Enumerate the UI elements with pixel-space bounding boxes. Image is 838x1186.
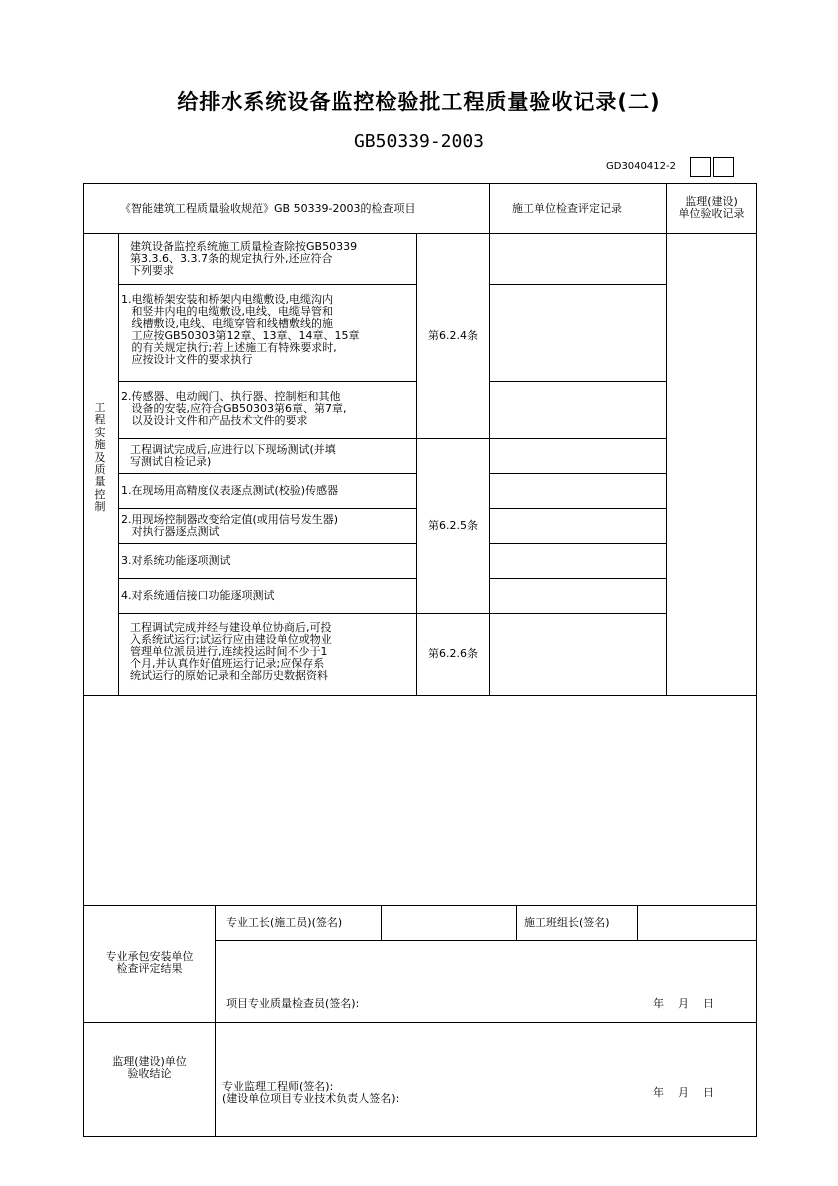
row-line: [118, 284, 416, 285]
row-line: [489, 543, 666, 544]
foreman-signature-label: 专业工长(施工员)(签名): [226, 916, 343, 929]
row-line: [489, 381, 666, 382]
clause-6-2-5: 第6.2.5条: [428, 519, 478, 532]
header-construction-record: 施工单位检查评定记录: [512, 202, 622, 215]
row-line: [489, 578, 666, 579]
col-line-signature: [381, 905, 382, 940]
header-inspection-items: 《智能建筑工程质量验收规范》GB 50339-2003的检查项目: [120, 202, 416, 215]
quality-inspector-signature-label: 项目专业质量检查员(签名):: [226, 997, 360, 1010]
contractor-bottom-line: [83, 1022, 757, 1023]
item-row-test-sensor: 1.在现场用高精度仪表逐点测试(校验)传感器: [121, 484, 339, 497]
item-row-test-intro: 工程调试完成后,应进行以下现场测试(并填 写测试自检记录): [130, 443, 336, 468]
row-line: [118, 473, 416, 474]
items-bottom-line: [83, 695, 757, 696]
item-row-intro: 建筑设备监控系统施工质量检查除按GB50339 第3.3.6、3.3.7条的规定执行外,还应符合 下列要求: [130, 240, 358, 277]
row-line: [489, 473, 666, 474]
item-row-test-interface: 4.对系统通信接口功能逐项测试: [121, 589, 275, 602]
clause-6-2-4: 第6.2.4条: [428, 329, 478, 342]
supervisor-conclusion-label: 监理(建设)单位 验收结论: [112, 1055, 187, 1080]
row-line: [118, 578, 416, 579]
supervisor-signature-label: 专业监理工程师(签名): (建设单位项目专业技术负责人签名):: [222, 1080, 400, 1105]
code-box-2[interactable]: [713, 157, 734, 177]
col-line-supervision: [666, 183, 667, 695]
table-border-top: [83, 183, 757, 184]
col-line-signature: [637, 905, 638, 940]
item-row-cable: 1.电缆桥架安装和桥架内电缆敷设,电缆沟内 和竖井内电的电缆敷设,电线、电缆导管和 线槽敷设,电线、电缆穿管和线槽敷线的施 工应按GB50303第12章、13章、14章、15章 的有关规定执行;若上述施工有特殊要求时, 应按设计文件的要求执行: [121, 293, 360, 366]
col-line-signature: [516, 905, 517, 940]
row-line: [118, 381, 416, 382]
col-line-signature: [215, 905, 216, 1136]
clause-6-2-6: 第6.2.6条: [428, 647, 478, 660]
row-line: [118, 543, 416, 544]
col-line-clause: [416, 233, 417, 695]
col-line-side-label: [118, 233, 119, 695]
row-line: [118, 508, 416, 509]
signature-row-line: [215, 940, 757, 941]
form-code: GD3040412-2: [606, 161, 676, 172]
item-row-trial-run: 工程调试完成并经与建设单位协商后,可投 入系统试运行;试运行应由建设单位或物业 管理单位派员进行,连续投运时间不少于1 个月,并认真作好值班运行记录;应保存系 统试运行的原始记录和全部历史数据资料: [130, 621, 332, 682]
item-row-test-function: 3.对系统功能逐项测试: [121, 554, 231, 567]
standard-number: GB50339-2003: [353, 131, 485, 152]
code-box-1[interactable]: [690, 157, 711, 177]
blank-area-bottom-line: [83, 905, 757, 906]
header-supervision-record: 监理(建设) 单位验收记录: [678, 195, 745, 220]
team-leader-signature-label: 施工班组长(签名): [524, 916, 610, 929]
row-line: [118, 613, 666, 614]
row-line: [118, 438, 666, 439]
contractor-date: 年 月 日: [653, 997, 714, 1010]
contractor-result-label: 专业承包安装单位 检查评定结果: [105, 950, 194, 975]
side-label: 工程实施及质量控制: [94, 401, 106, 514]
supervisor-date: 年 月 日: [653, 1086, 714, 1099]
table-border-bottom: [83, 1136, 757, 1137]
table-border-left: [83, 183, 84, 1137]
row-line: [489, 508, 666, 509]
item-row-test-actuator: 2.用现场控制器改变给定值(或用信号发生器) 对执行器逐点测试: [121, 513, 339, 538]
table-border-right: [756, 183, 757, 1137]
item-row-sensor: 2.传感器、电动阀门、执行器、控制柜和其他 设备的安装,应符合GB50303第6章、第7章, 以及设计文件和产品技术文件的要求: [121, 390, 347, 427]
col-line-record: [489, 183, 490, 695]
header-bottom-line: [83, 233, 757, 234]
form-title: 给排水系统设备监控检验批工程质量验收记录(二): [177, 90, 661, 114]
row-line: [489, 284, 666, 285]
